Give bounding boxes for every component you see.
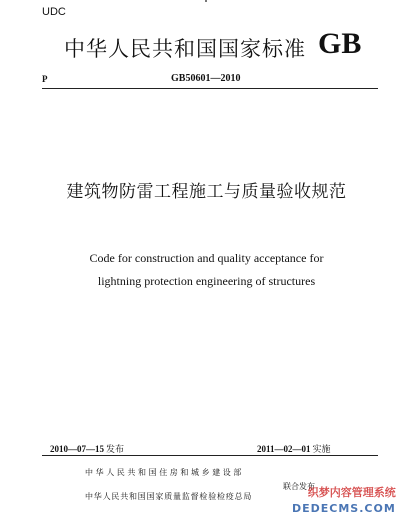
issue-date-block <box>50 442 124 455</box>
watermark-logo <box>292 484 396 515</box>
implement-date: 2011—02—01 <box>257 444 311 454</box>
issuer-ministry: 中华人民共和国住房和城乡建设部 <box>85 468 244 477</box>
udc-label: UDC <box>42 6 66 18</box>
chinese-title: 建筑物防雷工程施工与质量验收规范 <box>66 182 347 202</box>
category-label: P <box>42 74 48 84</box>
english-title-line2: lightning protection engineering of structures <box>97 274 316 288</box>
top-divider <box>42 88 378 89</box>
gb-logo: GB <box>318 27 362 60</box>
issuer-aqsiq: 中华人民共和国国家质量监督检验检疫总局 <box>85 492 253 501</box>
watermark-line2: DEDECMS.COM <box>292 502 396 515</box>
implement-date-block <box>257 442 331 455</box>
joint-issue-label: 联合发布 <box>283 482 315 491</box>
bottom-divider <box>42 455 378 456</box>
english-title-line1: Code for construction and quality acceptance for <box>89 251 324 265</box>
issue-date: 2010—07—15 <box>50 444 104 454</box>
standard-number: GB50601—2010 <box>171 73 241 84</box>
issue-word: 发布 <box>106 445 125 455</box>
implement-word: 实施 <box>312 445 331 455</box>
top-mark <box>205 0 207 2</box>
national-standard-title: 中华人民共和国国家标准 <box>64 37 306 61</box>
watermark-line1: 织梦内容管理系统 <box>307 486 396 499</box>
